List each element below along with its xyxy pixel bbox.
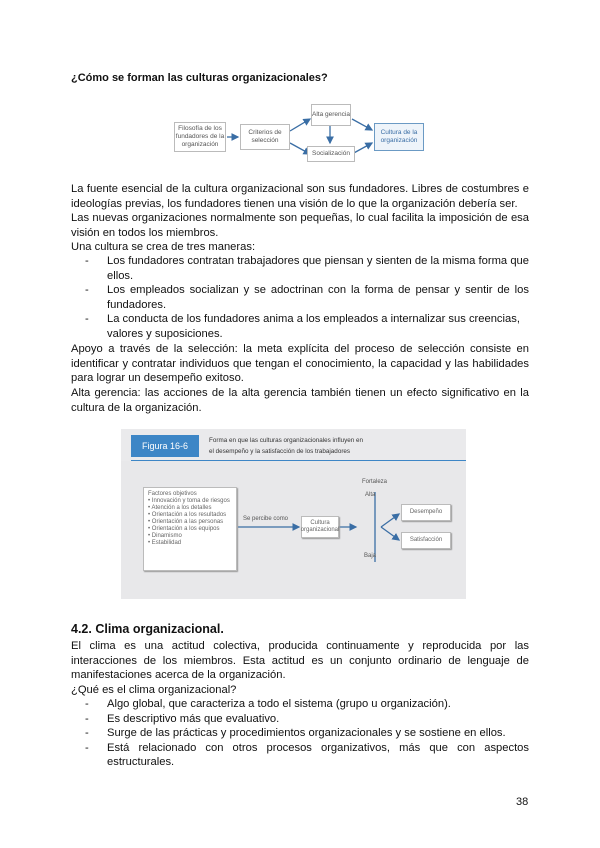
list-item: [85, 697, 529, 712]
paragraph-climate-definition: El clima es una actitud colectiva, producida continuamente y reproducida por las interacciones de los miembros. Esta actitud es un conjunto ordinario de lenguaje de manifestaciones acerca de la organización.: [71, 640, 529, 681]
factor-item: • Orientación a las personas: [148, 519, 224, 525]
list-dash: -: [85, 741, 89, 754]
organization-culture-label: Cultura de la organización: [380, 129, 418, 144]
factors-title: Factores objetivos: [148, 491, 197, 497]
list-dash: -: [85, 255, 89, 267]
org-culture-label: Cultura organizacional: [300, 520, 340, 533]
founders-philosophy-box: [174, 122, 226, 152]
org-culture-box: [301, 516, 339, 538]
paragraph-three-ways: Una cultura se crea de tres maneras:: [71, 241, 256, 253]
factor-item: • Orientación a los resultados: [148, 512, 227, 518]
section-heading-climate: 4.2. Clima organizacional.: [71, 622, 224, 636]
factor-text: Innovación y toma de riesgos: [151, 498, 230, 504]
culture-formation-diagram: [170, 100, 432, 168]
list-item-text: Es descriptivo más que evaluativo.: [107, 712, 280, 725]
figure-label: Figura 16-6: [131, 435, 199, 457]
list-dash: -: [85, 698, 89, 710]
paragraph-founders: La fuente esencial de la cultura organizacional son sus fundadores. Libres de costumbres e ideologías previas, los fundadores tienen una visión de lo que la organización debería ser.: [71, 183, 529, 210]
list-item-text: Está relacionado con otros procesos organizativos, más que con aspectos estructurales.: [107, 741, 529, 768]
paragraph-climate-question: ¿Qué es el clima organizacional?: [71, 684, 237, 696]
selection-criteria-box: [240, 124, 290, 150]
list-item: [85, 254, 529, 283]
list-item: [85, 712, 529, 727]
list-item-text: Surge de las prácticas y procedimientos organizacionales y se sostiene en ellos.: [107, 727, 506, 739]
list-item-text: La conducta de los fundadores anima a los empleados a internalizar sus creencias, valores y suposiciones.: [107, 313, 520, 340]
list-item: [85, 312, 529, 341]
top-management-box: [311, 104, 351, 126]
selection-criteria-label: Criterios de selección: [248, 129, 282, 144]
factor-text: Dinamismo: [151, 533, 182, 539]
top-management-label: Alta gerencia: [312, 111, 350, 118]
list-dash: -: [85, 727, 89, 739]
factor-text: Orientación a los resultados: [151, 512, 227, 518]
organization-culture-box: [374, 123, 424, 151]
list-item: [85, 726, 529, 741]
list-item: [85, 283, 529, 312]
founders-philosophy-label: Filosofía de los fundadores de la organización: [175, 125, 225, 148]
page-number: 38: [516, 796, 529, 808]
socialization-label: Socialización: [312, 150, 350, 157]
list-item: [85, 741, 529, 770]
high-label: Alta: [365, 492, 376, 498]
satisfaction-box: [401, 532, 451, 549]
performance-label: Desempeño: [409, 509, 443, 515]
factor-item: • Atención a los detalles: [148, 505, 212, 511]
satisfaction-label: Satisfacción: [409, 537, 443, 543]
section-question-heading: ¿Cómo se forman las culturas organizacionales?: [71, 72, 328, 84]
low-label: Baja: [364, 553, 377, 559]
perceived-as-label: Se percibe como: [243, 516, 289, 522]
three-ways-list: [85, 254, 529, 341]
factor-text: Orientación a las personas: [151, 519, 224, 525]
factor-item: • Dinamismo: [148, 533, 182, 539]
list-dash: -: [85, 712, 89, 725]
paragraph-top-management: Alta gerencia: las acciones de la alta gerencia también tienen un efecto significativo en la cultura de la organización.: [71, 387, 529, 414]
list-item-text: Los empleados socializan y se adoctrinan con la forma de pensar y sentir de los fundadores.: [107, 284, 529, 311]
list-item-text: Los fundadores contratan trabajadores que piensan y sienten de la misma forma que ellos.: [107, 255, 529, 282]
list-dash: -: [85, 313, 89, 325]
climate-list: [85, 697, 529, 770]
paragraph-new-organizations: Las nuevas organizaciones normalmente son pequeñas, lo cual facilita la imposición de esa visión en todos los miembros.: [71, 212, 529, 239]
factor-item: • Innovación y toma de riesgos: [148, 498, 230, 504]
list-item-text: Algo global, que caracteriza a todo el sistema (grupo u organización).: [107, 698, 451, 710]
factor-item: • Estabilidad: [148, 540, 182, 546]
performance-box: [401, 504, 451, 521]
factor-item: • Orientación a los equipos: [148, 526, 220, 532]
paragraph-selection-support: Apoyo a través de la selección: la meta explícita del proceso de selección consiste en identificar y contratar individuos que tengan el conocimiento, la capacidad y las habilidades para lograr un desempeño exitoso.: [71, 343, 529, 384]
socialization-box: [307, 146, 355, 162]
figure-caption-line2: el desempeño y la satisfacción de los trabajadores: [209, 448, 351, 455]
factor-text: Orientación a los equipos: [151, 526, 220, 532]
figure-16-6: [121, 429, 466, 599]
strength-label: Fortaleza: [362, 479, 388, 485]
factor-text: Atención a los detalles: [151, 505, 212, 511]
factor-text: Estabilidad: [151, 540, 182, 546]
list-dash: -: [85, 284, 89, 296]
objective-factors-box: [143, 487, 237, 571]
figure-caption-line1: Forma en que las culturas organizacionales influyen en: [209, 437, 364, 444]
